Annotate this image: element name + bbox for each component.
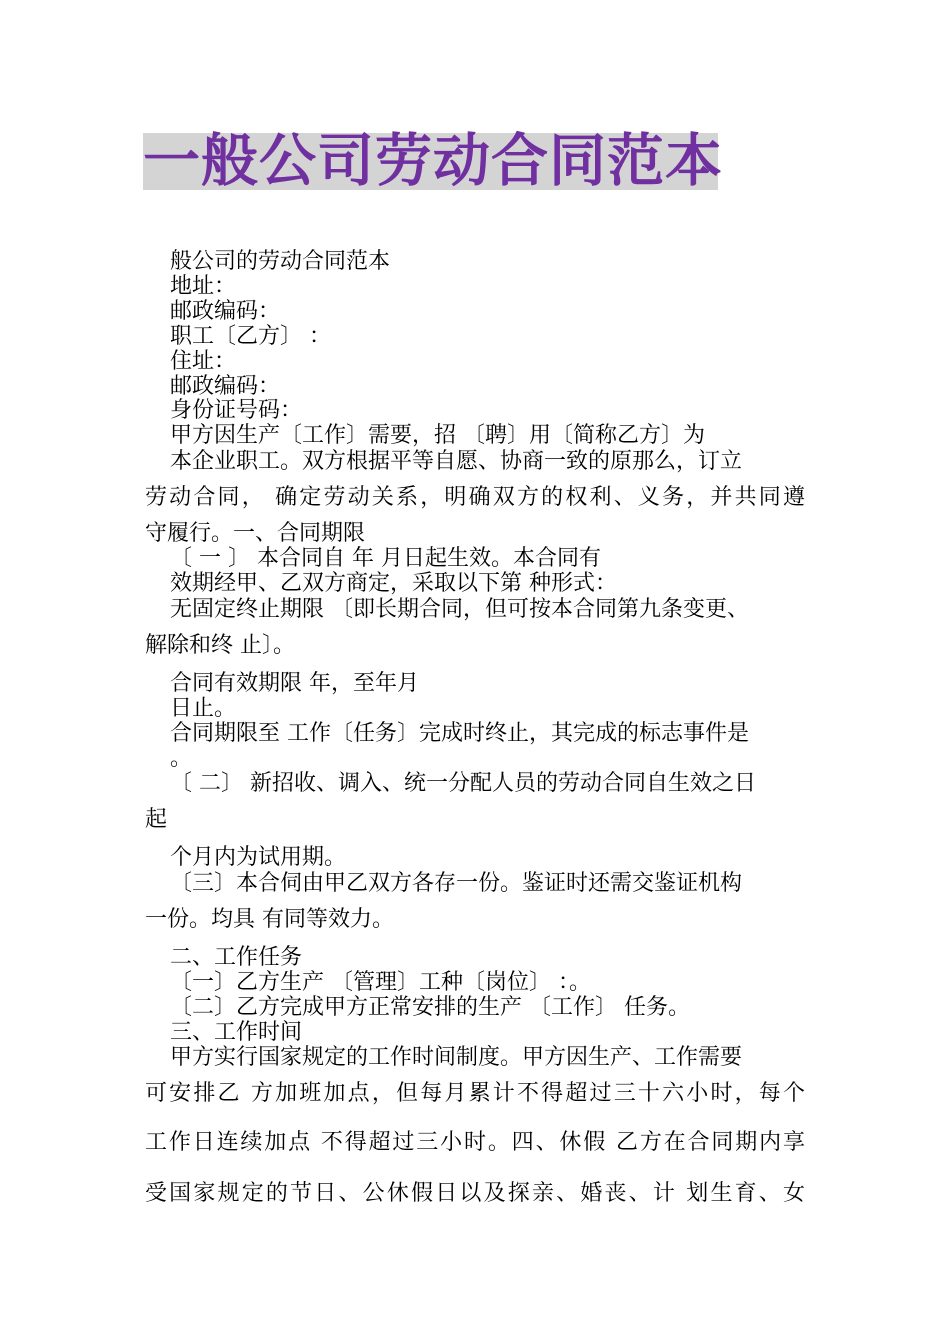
doc-line: 甲方实行国家规定的工作时间制度。甲方因生产、工作需要 [170, 1045, 743, 1070]
doc-line: 合同有效期限 年，至年月 [170, 671, 419, 696]
doc-line: 邮政编码： [170, 374, 281, 399]
doc-line: 无固定终止期限 〔即长期合同，但可按本合同第九条变更、 [170, 597, 749, 622]
doc-line: 般公司的劳动合同范本 [170, 249, 391, 274]
doc-line: 本企业职工。双方根据平等自愿、协商一致的原那么，订立 [170, 449, 743, 474]
doc-line: 工作日连续加点 不得超过三小时。四、休假 乙方在合同期内享 [145, 1130, 805, 1155]
doc-line: 地址： [170, 274, 237, 299]
document-title: 一般公司劳动合同范本 [143, 128, 723, 194]
doc-line: 起 [145, 807, 168, 832]
doc-line: 合同期限至 工作〔任务〕完成时终止，其完成的标志事件是 [170, 721, 749, 746]
doc-line: 一份。均具 有同等效力。 [145, 907, 394, 932]
doc-line: 劳动合同， 确定劳动关系，明确双方的权利、义务，并共同遵 [145, 485, 805, 510]
doc-line: 〔二〕乙方完成甲方正常安排的生产 〔工作〕 任务。 [170, 995, 690, 1020]
doc-line: 效期经甲、乙双方商定，采取以下第 种形式： [170, 571, 617, 596]
doc-line: 〔一〕乙方生产 〔管理〕工种〔岗位〕 ：。 [170, 970, 591, 995]
doc-line: 三、工作时间 [170, 1020, 303, 1045]
doc-line: 〔三〕本合伺由甲乙双方各存一份。鉴证时还需交鉴证机构 [170, 871, 743, 896]
doc-line: 〔 一 〕 本合同自 年 月日起生效。本合同有 [170, 546, 601, 571]
doc-line: 职工〔乙方〕 ： [170, 324, 331, 349]
doc-line: 可安排乙 方加班加点，但每月累计不得超过三十六小时，每个 [145, 1081, 805, 1106]
doc-line: 守履行。一、合同期限 [145, 521, 366, 546]
doc-line: 〔 二〕 新招收、调入、统一分配人员的劳动合同自生效之日 [170, 771, 756, 796]
doc-line: 邮政编码： [170, 299, 281, 324]
doc-line: 日止。 [170, 696, 237, 721]
doc-line: 个月内为试用期。 [170, 845, 347, 870]
doc-line: 身份证号码： [170, 398, 303, 423]
doc-line: 受国家规定的节日、公休假日以及探亲、婚丧、计 划生育、女 [145, 1181, 805, 1206]
doc-line: 二、工作任务 [170, 945, 303, 970]
doc-line: 解除和终 止〕。 [145, 633, 295, 658]
doc-line: 甲方因生产〔工作〕需要，招 〔聘〕用〔简称乙方〕为 [170, 423, 705, 448]
doc-line: 。 [170, 746, 193, 771]
doc-line: 住址： [170, 349, 237, 374]
